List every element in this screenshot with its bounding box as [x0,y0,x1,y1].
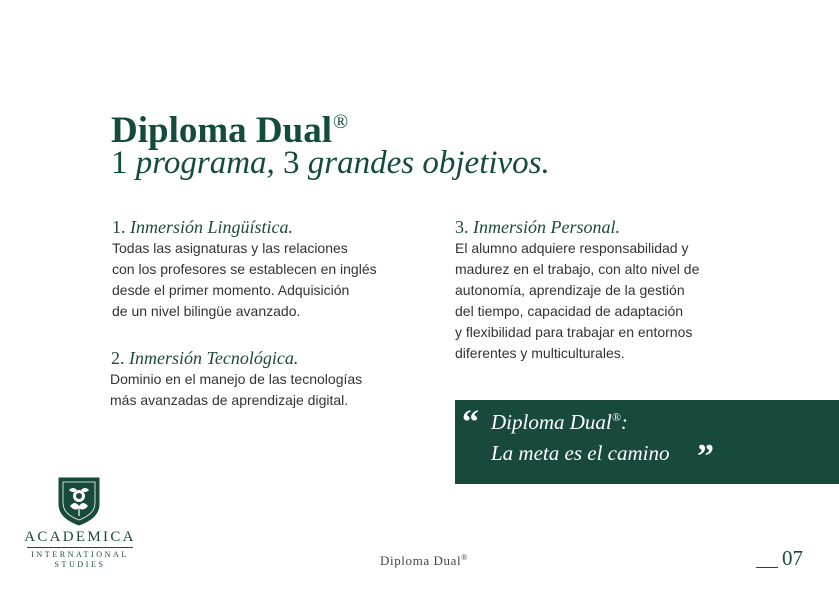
footer-title [380,553,468,569]
section-heading [110,347,430,369]
open-quote-icon: “ [462,404,479,441]
quote-text: Diploma Dual [491,410,612,434]
section-heading [112,216,432,238]
registered-mark: ® [461,553,468,562]
section-personal-immersion [455,216,775,364]
section-body: El alumno adquiere responsabilidad y madurez en el trabajo, con alto nivel de autonomía, aprendizaje de la gestión del tiempo, capacidad de adaptación y flexibilidad para trabajar en entornos diferentes y multiculturales. [455,240,700,361]
section-body: Dominio en el manejo de las tecnologías más avanzadas de aprendizaje digital. [110,371,363,408]
section-heading [455,216,775,238]
section-title: Inmersión Lingüística. [130,217,294,237]
subtitle-word-2: grandes objetivos. [307,145,550,181]
title-text: Diploma Dual [111,110,333,151]
quote-colon: : [620,410,628,434]
crest-icon [57,476,101,526]
section-technological-immersion [110,347,430,411]
registered-mark: ® [333,111,349,133]
section-body: Todas las asignaturas y las relaciones con los profesores se establecen en inglés desde el primer momento. Adquisición de un nivel bilingüe avanzado. [112,240,377,319]
section-number: 1. [112,217,126,237]
section-title: Inmersión Personal. [473,217,620,237]
close-quote-icon: ” [697,438,714,475]
section-linguistic-immersion [112,216,432,322]
section-title: Inmersión Tecnológica. [129,348,299,368]
logo-subtitle-1: INTERNATIONAL [31,550,129,559]
logo-name: ACADEMICA [24,529,136,545]
page-subtitle [111,143,550,183]
logo-subtitle-2: STUDIES [54,560,106,569]
section-number: 3. [455,217,469,237]
quote-box [455,400,839,484]
academica-logo [24,476,136,576]
subtitle-number-1: 1 [111,145,128,181]
logo-divider [27,547,133,548]
subtitle-number-2: 3 [283,145,300,181]
section-number: 2. [111,348,125,368]
footer-text: Diploma Dual [380,553,462,568]
quote-line-1 [491,410,628,435]
page-number-rule [756,567,778,568]
page-number: 07 [782,546,803,570]
quote-line-2: La meta es el camino [491,441,670,465]
registered-mark: ® [611,410,621,424]
subtitle-word-1: programa, [135,145,275,181]
